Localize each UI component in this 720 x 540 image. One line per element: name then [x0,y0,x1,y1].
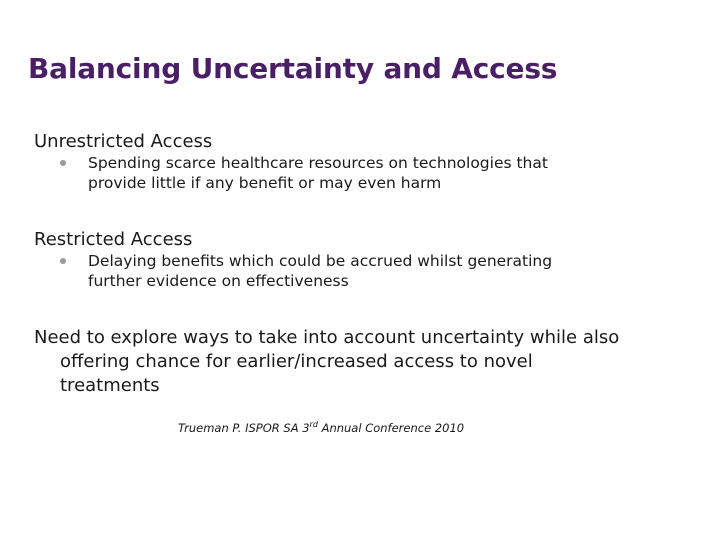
bullet-dot-icon [60,258,66,264]
citation-suffix: Annual Conference 2010 [317,420,465,435]
bullet-item-restricted [60,251,580,291]
citation-prefix: Trueman P. ISPOR SA 3 [178,420,310,435]
citation-superscript: rd [309,420,318,429]
section-heading-unrestricted: Unrestricted Access [34,131,213,152]
slide-title: Balancing Uncertainty and Access [28,52,558,85]
citation [178,420,464,435]
bullet-text: Spending scarce healthcare resources on technologies that provide little if any benefit or may even harm [88,154,548,192]
section-heading-restricted: Restricted Access [34,229,193,250]
bullet-dot-icon [60,160,66,166]
bullet-item-unrestricted [60,153,580,193]
bullet-text: Delaying benefits which could be accrued whilst generating further evidence on effectiveness [88,252,553,290]
conclusion-paragraph: Need to explore ways to take into account uncertainty while also offering chance for earlier/increased access to novel treatments [34,327,620,396]
